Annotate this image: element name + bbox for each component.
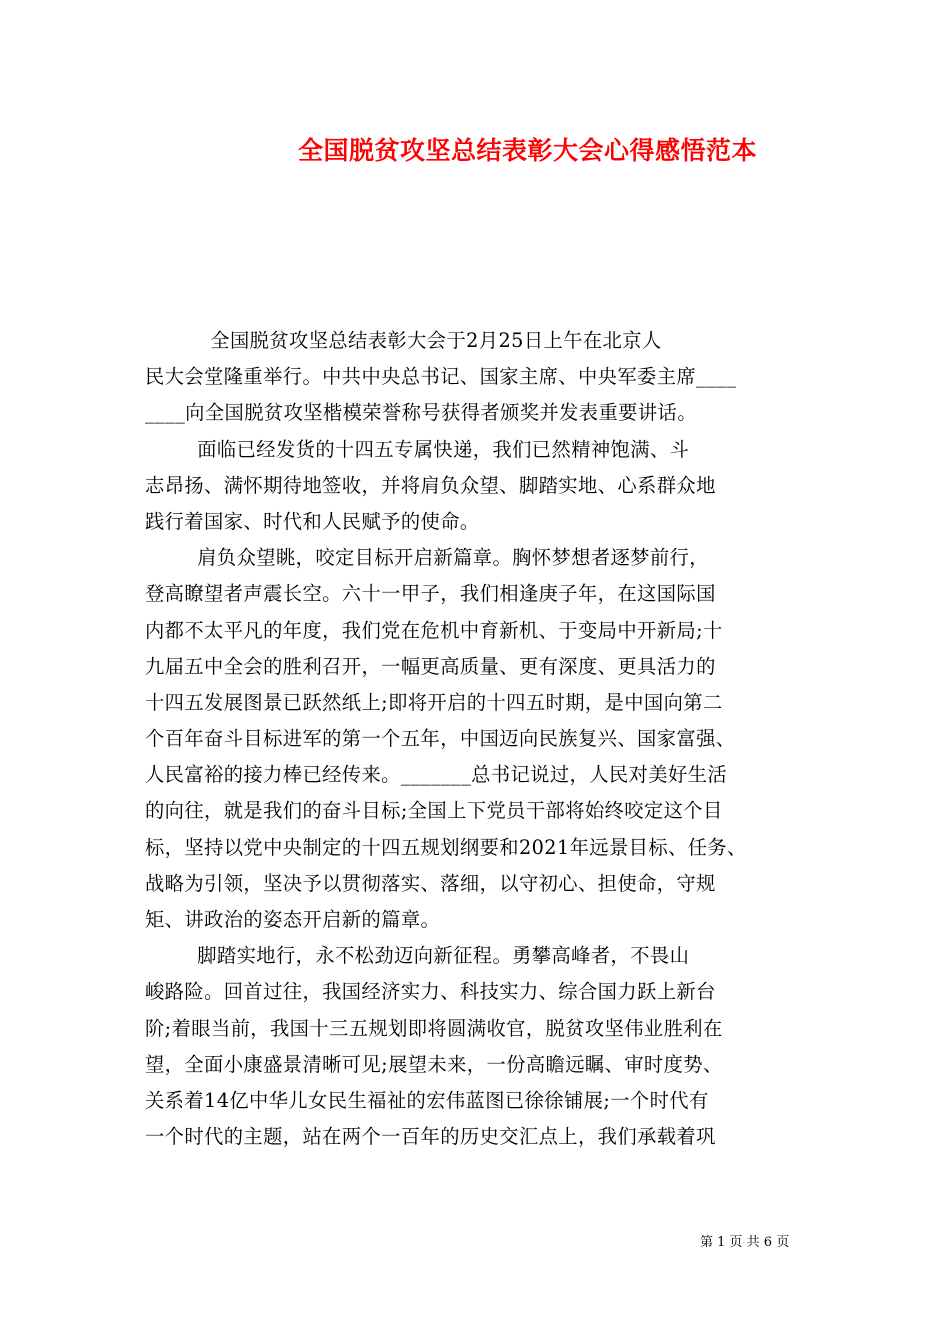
text-line: 标，坚持以党中央制定的十四五规划纲要和2021年远景目标、任务、 [145,835,747,859]
document-title: 全国脱贫攻坚总结表彰大会心得感悟范本 [297,136,757,165]
document-body [145,323,805,1155]
text-line: 阶;着眼当前，我国十三五规划即将圆满收官，脱贫攻坚伟业胜利在 [145,1016,723,1040]
text-line: 脚踏实地行，永不松劲迈向新征程。勇攀高峰者，不畏山 [145,944,690,968]
text-line: ____向全国脱贫攻坚楷模荣誉称号获得者颁奖并发表重要讲话。 [145,401,697,425]
text-line: 战略为引领，坚决予以贯彻落实、落细，以守初心、担使命，守规 [145,871,716,895]
text-line: 一个时代的主题，站在两个一百年的历史交汇点上，我们承载着巩 [145,1125,716,1149]
text-line: 十四五发展图景已跃然纸上;即将开启的十四五时期，是中国向第二 [145,690,723,714]
text-line: 登高瞭望者声震长空。六十一甲子，我们相逢庚子年，在这国际国 [145,582,716,606]
text-line: 矩、讲政治的姿态开启新的篇章。 [145,908,441,931]
text-line: 峻路险。回首过往，我国经济实力、科技实力、综合国力跃上新台 [145,980,716,1004]
page-number: 第 1 页 共 6 页 [700,1235,790,1250]
text-line: 望，全面小康盛景清晰可见;展望未来，一份高瞻远瞩、审时度势、 [145,1052,723,1076]
text-line: 面临已经发货的十四五专属快递，我们已然精神饱满、斗 [145,437,690,461]
text-line: 全国脱贫攻坚总结表彰大会于2月25日上午在北京人 [145,329,662,352]
text-line: 内都不太平凡的年度，我们党在危机中育新机、于变局中开新局;十 [145,618,723,642]
text-line: 践行着国家、时代和人民赋予的使命。 [145,509,480,533]
text-line: 人民富裕的接力棒已经传来。_______总书记说过，人民对美好生活 [145,763,727,787]
text-line: 志昂扬、满怀期待地签收，并将肩负众望、脚踏实地、心系群众地 [145,473,716,497]
text-line: 个百年奋斗目标进军的第一个五年，中国迈向民族复兴、国家富强、 [145,727,736,751]
text-line: 关系着14亿中华儿女民生福祉的宏伟蓝图已徐徐铺展;一个时代有 [145,1088,709,1112]
text-line: 九届五中全会的胜利召开，一幅更高质量、更有深度、更具活力的 [145,654,716,678]
text-line: 的向往，就是我们的奋斗目标;全国上下党员干部将始终咬定这个目 [145,799,723,823]
text-line: 肩负众望眺，咬定目标开启新篇章。胸怀梦想者逐梦前行， [145,546,709,570]
text-line: 民大会堂隆重举行。中共中央总书记、国家主席、中央军委主席____ [145,365,737,389]
